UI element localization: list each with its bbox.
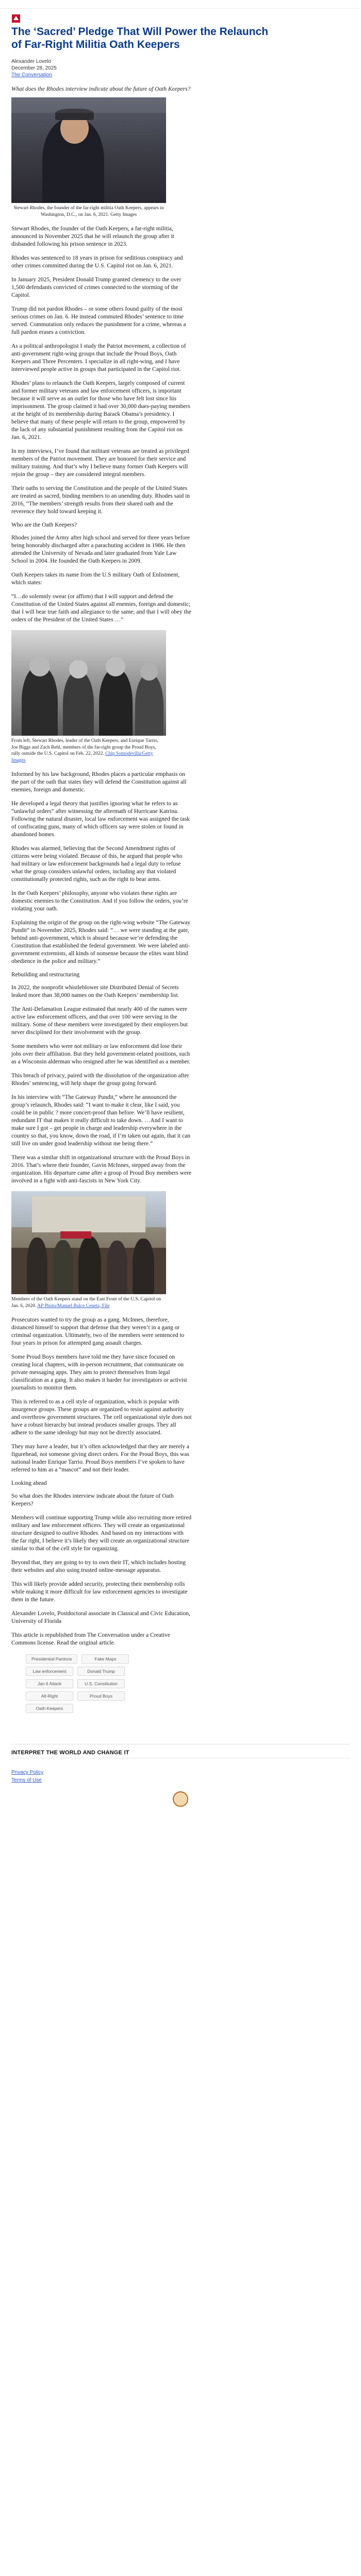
paragraph: Rhodes’ plans to relaunch the Oath Keepers, largely composed of current and former military veterans and law enforcement officers, is important because it will serve as an outlet for those who have felt lost since his imprisonment. The group claimed it had over 30,000 dues-paying members at the height of its membership during Barack Obama’s presidency. I believe that many of these people will return to the group, empowered by the lack of any substantial punishment resulting from the Capitol riot on Jan. 6, 2021. bbox=[11, 380, 190, 440]
publication-link[interactable]: The Conversation bbox=[11, 72, 52, 78]
figure-1-caption: Stewart Rhodes, the founder of the far-right militia Oath Keepers, appears in Washington, D.C., on Jan. 6, 2021. Getty Images bbox=[13, 206, 164, 217]
paragraph: Rhodes was sentenced to 18 years in prison for seditious conspiracy and other crimes committed during the U.S. Capitol riot on Jan. 6, 2021. bbox=[11, 255, 183, 269]
paragraph: So what does the Rhodes interview indicate about the future of Oath Keepers? bbox=[11, 1493, 174, 1507]
article bbox=[0, 14, 361, 1713]
photo-capitol-crowd bbox=[11, 1191, 166, 1294]
paragraph: This breach of privacy, paired with the dissolution of the organization after Rhodes’ sentencing, will help shape the group going forward. bbox=[11, 1073, 189, 1087]
footer-heading: INTERPRET THE WORLD AND CHANGE IT bbox=[11, 1750, 129, 1756]
tag-chip[interactable]: U.S. Constitution bbox=[77, 1679, 125, 1688]
paragraph: Explaining the origin of the group on the right-wing website “The Gateway Pundit” in November 2025, Rhodes said: “… we were standing at the gate, behind anti-government, which is absurd because we’re defending the Constitution that established the federal government. We were labeled anti-government extremists, all kinds of nonsense because the elites want blind obedience in the police and military.” bbox=[11, 920, 191, 964]
site-logo-icon[interactable] bbox=[11, 14, 21, 23]
tag-chip[interactable]: Oath Keepers bbox=[26, 1704, 73, 1713]
footer-seal-icon bbox=[173, 1791, 188, 1807]
tag-chip[interactable]: Fake Maps bbox=[81, 1654, 129, 1664]
paragraph: Oath Keepers takes its name from the U.S military Oath of Enlistment, which states: bbox=[11, 572, 180, 586]
paragraph: This is referred to as a cell style of organization, which is popular with insurgence groups. These groups are organized to resist against authority and overthrow government structures. The cell organizational style does not have a robust hierarchy but instead produces smaller groups. They all adhere to the same ideology but may not be directly associated. bbox=[11, 1399, 192, 1436]
site-footer bbox=[0, 1744, 361, 1807]
section-heading: Rebuilding and restructuring bbox=[11, 972, 80, 978]
photo-rally bbox=[11, 630, 166, 736]
paragraph: Informed by his law background, Rhodes places a particular emphasis on the part of the oath that states they will defend the Constitution against all enemies, foreign and domestic. bbox=[11, 771, 187, 793]
tag-chip[interactable]: Presidential Pardons bbox=[26, 1654, 77, 1664]
tag-chip[interactable]: Jan 6 Attack bbox=[26, 1679, 73, 1688]
paragraph: Stewart Rhodes, the founder of the Oath Keepers, a far-right militia, announced in November 2025 that he will relaunch the group after it disbanded following his prison sentence in 2023. bbox=[11, 226, 174, 247]
paragraph: The Anti-Defamation League estimated that nearly 400 of the names were active law enforcement officers, and that over 100 were serving in the military. Some of these members were investigated by their employers but never disciplined for their involvement with the group. bbox=[11, 1006, 188, 1036]
figure-3-credit-link[interactable]: AP Photo/Manuel Balce Ceneta, File bbox=[37, 1303, 110, 1309]
paragraph: Some members who were not military or law enforcement did lose their jobs over their affiliation. But they held government-related positions, such as a Wisconsin alderman who resigned after he was identified as a member. bbox=[11, 1043, 191, 1065]
republish-note: This article is republished from The Conversation under a Creative Commons license. Read the original article. bbox=[11, 1632, 170, 1646]
section-heading: Who are the Oath Keepers? bbox=[11, 522, 77, 528]
footer-links bbox=[11, 1769, 350, 1784]
paragraph: There was a similar shift in organizational structure with the Proud Boys in 2016. That’s where their founder, Gavin McInnes, stepped away from the organization. His departure came after a group of Proud Boy members were involved in a fight with anti-fascists in New York City. bbox=[11, 1155, 192, 1184]
tag-chip[interactable]: Donald Trump bbox=[77, 1667, 125, 1676]
top-bar bbox=[0, 0, 361, 9]
standfirst: What does the Rhodes interview indicate about the future of Oath Keepers? bbox=[11, 86, 191, 92]
paragraph: Beyond that, they are going to try to own their IT, which includes hosting their websites and also using trusted online-message apparatus. bbox=[11, 1560, 186, 1573]
paragraph: Members will continue supporting Trump while also recruiting more retired military and law enforcement officers. They will create an organizational structure designed to outlive Rhodes. And based on my interactions with the far right, I believe it’s likely they will create an organizational structure similar to that of the cell style for organizing. bbox=[11, 1515, 192, 1552]
paragraph: Their oaths to serving the Constitution and the people of the United States are treated as sacred, binding members to an unending duty. Rhodes said in 2016, “The members’ strength results from their shared oath and the reverence they hold toward keeping it. bbox=[11, 485, 190, 515]
paragraph: In his interview with “The Gateway Pundit,” where he announced the group’s relaunch, Rhodes said: “I want to make it clear, like I said, you could be in public ? more concert-proof than before. We’ll have resilient, redundant IT that makes it really difficult to take down. …And I want to make sure I got – get people in charge and leadership everywhere in the country so that, you know, down the road, if I’m taken out again, that it can still live on under good leadership without me being there.” bbox=[11, 1094, 191, 1147]
paragraph: Prosecutors wanted to try the group as a gang. McInnes, therefore, distanced himself to support that defense that they weren’t in a gang or criminal organization. Ultimately, two of the members were sentenced to four years in prison for attempted gang assault charges. bbox=[11, 1317, 185, 1346]
paragraph: In January 2025, President Donald Trump granted clemency to the over 1,500 defendants convicted of crimes connected to the storming of the Capitol. bbox=[11, 277, 182, 298]
figure-2 bbox=[11, 630, 166, 764]
article-title: The ‘Sacred’ Pledge That Will Power the Relaunch of Far-Right Militia Oath Keepers bbox=[11, 26, 269, 50]
privacy-policy-link[interactable]: Privacy Policy bbox=[11, 1770, 44, 1775]
figure-2-caption: From left, Stewart Rhodes, leader of the Oath Keepers, and Enrique Tarrio, Joe Biggs and Zach Rehl, members of the far-right group the Proud Boys, rally outside the U.S. Capitol on Feb. 22, 2022. Chip Somodevilla/Getty Images bbox=[11, 738, 159, 763]
section-heading: Looking ahead bbox=[11, 1480, 47, 1486]
paragraph: Rhodes joined the Army after high school and served for three years before being honorably discharged after a parachuting accident in 1986. He then attended the University of Nevada and later graduated from Yale Law School in 2004. He founded the Oath Keepers in 2009. bbox=[11, 535, 190, 564]
tag-chip[interactable]: Law enforcement bbox=[26, 1667, 73, 1676]
figure-3-caption: Members of the Oath Keepers stand on the East Front of the U.S. Capitol on Jan. 6, 2020. AP Photo/Manuel Balce Ceneta, File bbox=[11, 1297, 161, 1309]
paragraph: Rhodes was alarmed, believing that the Second Amendment rights of citizens were being violated. Because of this, he argued that people who had military or law enforcement backgrounds had a legal duty to refuse what the group considers unlawful orders, including any that violated constitutionally protected rights, such as the right to bear arms. bbox=[11, 845, 183, 883]
paragraph: This will likely provide added security, protecting their membership rolls while making it more difficult for law enforcement agencies to investigate them in the future. bbox=[11, 1581, 188, 1603]
tag-chip[interactable]: Proud Boys bbox=[77, 1691, 125, 1701]
paragraph: In the Oath Keepers’ philosophy, anyone who violates these rights are domestic enemies to the Constitution. And if you follow the orders, you’re violating your oath. bbox=[11, 890, 188, 912]
paragraph: Some Proud Boys members have told me they have since focused on creating local chapters, with in-person recruitment, that communicate on private messaging apps. They aim to protect themselves from legal classification as a gang. It also makes it harder for investigators or activist journalists to monitor them. bbox=[11, 1354, 187, 1391]
publish-date: December 28, 2025 bbox=[11, 65, 57, 71]
figure-1 bbox=[11, 97, 166, 218]
tag-list bbox=[26, 1654, 175, 1713]
author-name: Alexander Lovelo bbox=[11, 59, 52, 64]
paragraph: Trump did not pardon Rhodes – or some others found guilty of the most serious crimes on Jan. 6. He instead commuted Rhodes’ sentence to time served. Commutation only reduces the punishment for a crime, whereas a full pardon erases a conviction. bbox=[11, 306, 186, 335]
photo-rhodes bbox=[11, 97, 166, 203]
paragraph: “I…do solemnly swear (or affirm) that I will support and defend the Constitution of the United States against all enemies, foreign and domestic; that I will bear true faith and allegiance to the same; and that I will obey the orders of the President of the United States …” bbox=[11, 594, 191, 623]
paragraph: They may have a leader, but it’s often acknowledged that they are merely a figurehead, not someone giving direct orders. For the Proud Boys, this was national leader Enrique Tarrio. Proud Boys members I’ve spoken to have referred to him as a “mascot” and not their leader. bbox=[11, 1444, 190, 1473]
author-bio: Alexander Lovelo, Postdoctoral associate in Classical and Civic Education, University of Florida bbox=[11, 1611, 190, 1624]
terms-of-use-link[interactable]: Terms of Use bbox=[11, 1777, 42, 1783]
figure-2-credit-link[interactable]: Chip Somodevilla/Getty Images bbox=[11, 751, 153, 763]
paragraph: He developed a legal theory that justifies ignoring what he refers to as “unlawful orders” after witnessing the aftermath of Hurricane Katrina. Following the natural disaster, local law enforcement was assigned the task of confiscating guns, many of which officers say were stolen or found in abandoned homes. bbox=[11, 801, 190, 838]
tag-chip[interactable]: Alt-Right bbox=[26, 1691, 73, 1701]
paragraph: As a political anthropologist I study the Patriot movement, a collection of anti-government right-wing groups that include the Proud Boys, Oath Keepers and Three Percenters. I specialize in all right-wing, and I have interviewed people active in groups that participated in the Capitol riot. bbox=[11, 343, 186, 372]
figure-3 bbox=[11, 1191, 166, 1309]
paragraph: In my interviews, I’ve found that militant veterans are treated as privileged members of the Patriot movement. They are honored for their service and military training. And that’s why I believe many former Oath Keepers will rejoin the group – they are considered integral members. bbox=[11, 448, 189, 478]
paragraph: In 2022, the nonprofit whistleblower site Distributed Denial of Secrets leaked more than 38,000 names on the Oath Keepers’ membership list. bbox=[11, 985, 179, 998]
byline bbox=[11, 58, 350, 78]
